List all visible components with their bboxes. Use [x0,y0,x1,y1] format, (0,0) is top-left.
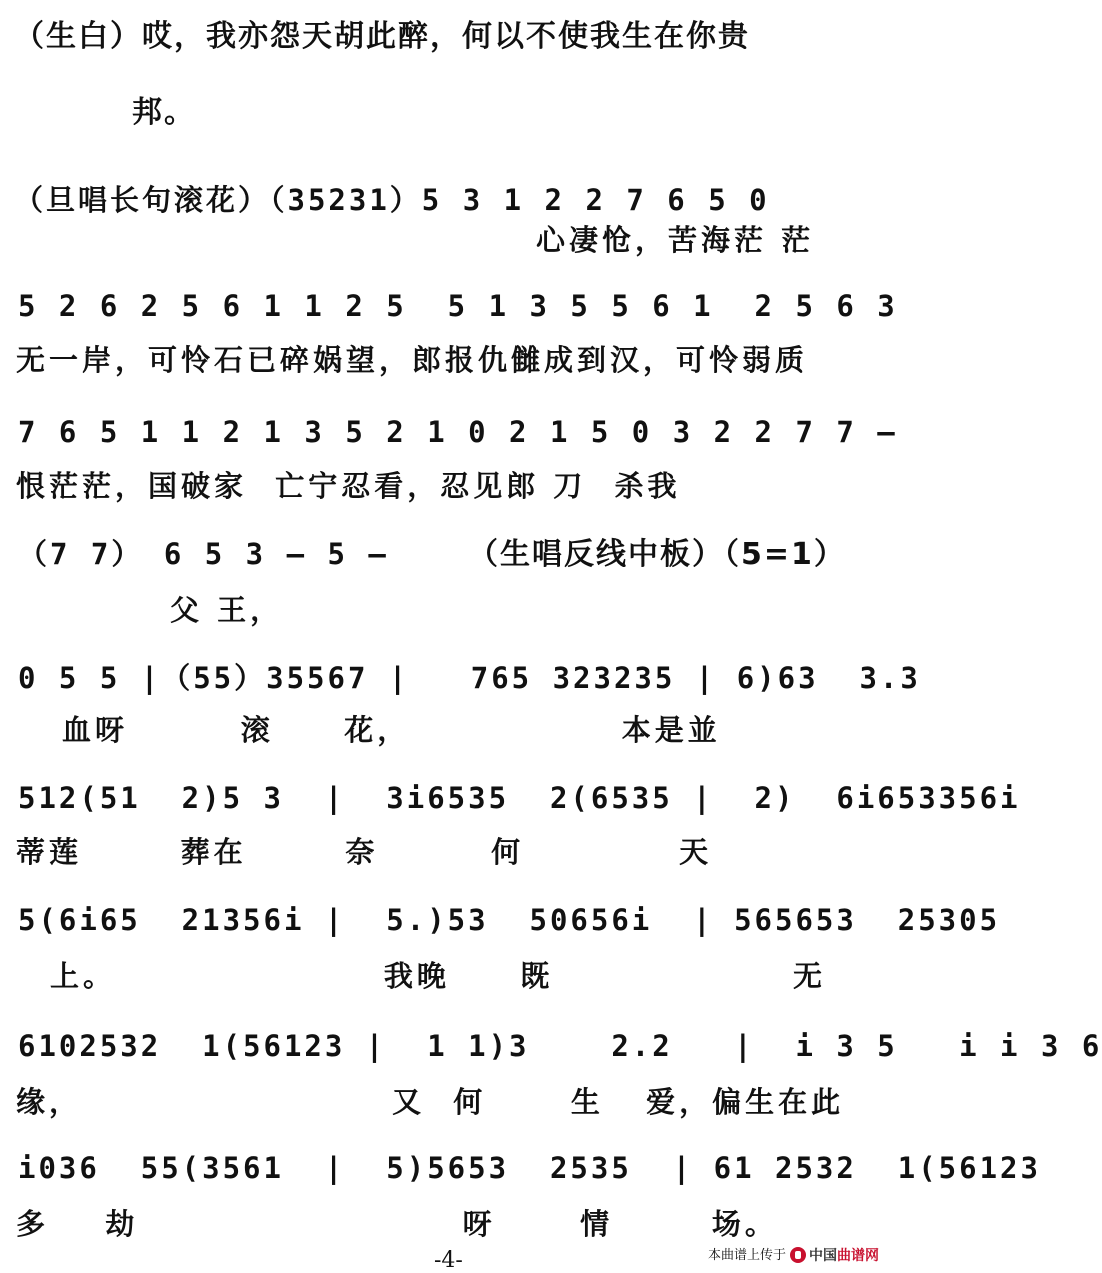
site-logo-prefix: 中国 [809,1248,837,1264]
lyric-line-4: 父 王， [170,593,284,627]
lyric-line-8: 缘， 又 何 生 爱，偏生在此 [16,1085,845,1119]
notation-line-5: 0 5 5 |（55）35567 | 765 323235 | 6)63 3.3 [18,661,921,695]
site-logo[interactable] [790,1244,898,1266]
site-logo-icon [790,1247,806,1263]
lyric-line-5: 血呀 滚 花， 本是並 [62,713,721,747]
notation-line-3: 7 6 5 1 1 2 1 3 5 2 1 0 2 1 5 0 3 2 2 7 7 — [18,415,898,449]
lyric-line-1: 心凄怆，苦海茫 茫 [536,223,815,257]
notation-line-9: i036 55(3561 | 5)5653 2535 | 61 2532 1(56123 [18,1151,1041,1185]
lyric-line-3: 恨茫茫，国破家 亡宁忍看，忍见郎 刀 杀我 [16,469,681,503]
upload-note: 本曲谱上传于 [708,1248,787,1263]
site-logo-highlight: 曲谱网 [837,1248,879,1264]
lyric-line-7: 上。 我晚 既 无 [50,959,826,993]
spoken-line-1: （生白）哎，我亦怨天胡此醉，何以不使我生在你贵 [14,19,750,54]
lyric-line-2: 无一岸，可怜石已碎娲望，郎报仇雠成到汉，可怜弱质 [16,343,809,377]
spoken-line-2: 邦。 [132,95,196,130]
notation-line-1: （旦唱长句滚花）（35231）5 3 1 2 2 7 6 5 0 [14,183,770,217]
lyric-line-6: 蒂莲 葬在 奈 何 天 [16,835,713,869]
page-number: -4- [434,1248,463,1273]
site-logo-text [809,1245,879,1265]
notation-line-7: 5(6i65 21356i | 5.)53 50656i | 565653 25305 [18,903,1001,937]
notation-line-2: 5 2 6 2 5 6 1 1 2 5 5 1 3 5 5 6 1 2 5 6 3 [18,289,898,323]
lyric-line-9: 多 劫 呀 情 场。 [16,1207,778,1241]
notation-line-6: 512(51 2)5 3 | 3i6535 2(6535 | 2) 6i653356i [18,781,1021,815]
section-marker: （生唱反线中板）（5=1） [468,537,846,572]
notation-line-4: （7 7） 6 5 3 — 5 — [18,537,389,571]
notation-line-8: 6102532 1(56123 | 1 1)3 2.2 | i 3 5 i i 3 6 [18,1029,1102,1063]
